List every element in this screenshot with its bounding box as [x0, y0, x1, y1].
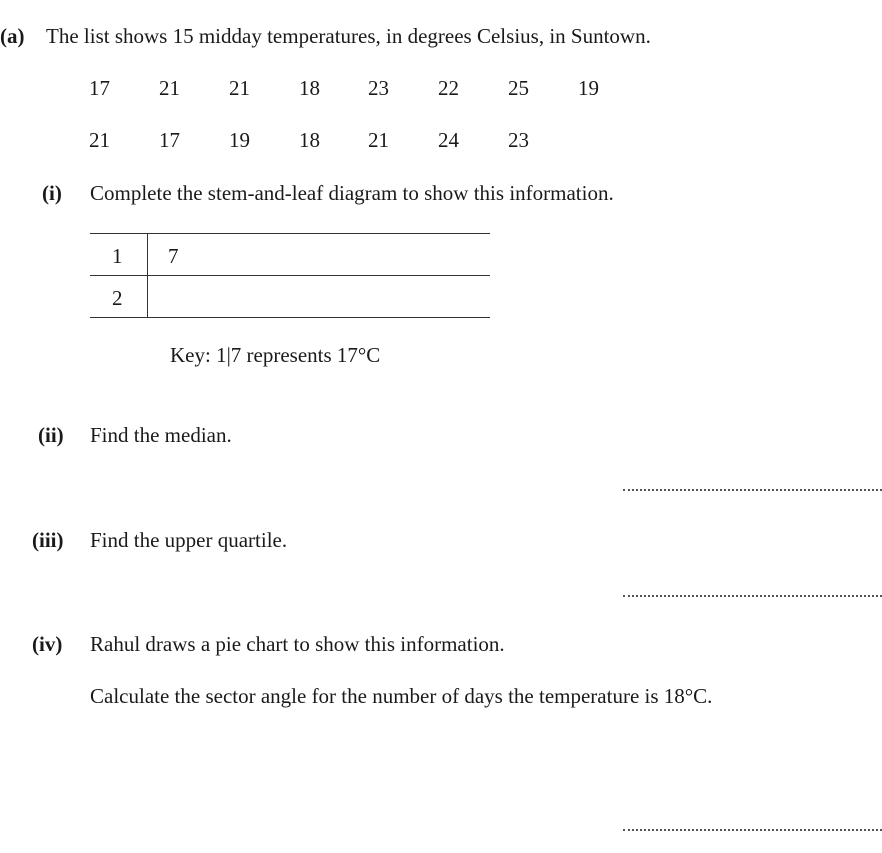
table-middle-rule	[90, 275, 490, 276]
question-iii-text: Find the upper quartile.	[90, 528, 288, 552]
stem-leaf-key: Key: 1|7 represents 17°C	[170, 343, 381, 367]
question-intro-text: The list shows 15 midday temperatures, in degrees Celsius, in Suntown.	[46, 24, 651, 48]
stem-cell: 1	[112, 244, 123, 268]
question-iv-text: Rahul draws a pie chart to show this information.	[90, 632, 505, 656]
question-iv-subtext: Calculate the sector angle for the number of days the temperature is 18°C.	[90, 684, 713, 708]
temperature-value: 21	[89, 128, 110, 152]
temperature-value: 17	[159, 128, 180, 152]
temperature-value: 23	[368, 76, 389, 100]
answer-line-median[interactable]	[623, 489, 882, 491]
temperature-value: 24	[438, 128, 459, 152]
table-bottom-rule	[90, 317, 490, 318]
question-i-text: Complete the stem-and-leaf diagram to show this information.	[90, 181, 614, 205]
question-label-iii: (iii)	[32, 528, 64, 552]
question-label-i: (i)	[42, 181, 62, 205]
temperature-value: 22	[438, 76, 459, 100]
question-ii-text: Find the median.	[90, 423, 232, 447]
temperature-value: 21	[229, 76, 250, 100]
temperature-value: 17	[89, 76, 110, 100]
table-top-rule	[90, 233, 490, 234]
temperature-value: 25	[508, 76, 529, 100]
stem-cell: 2	[112, 286, 123, 310]
temperature-value: 18	[299, 76, 320, 100]
answer-line-upper-quartile[interactable]	[623, 595, 882, 597]
temperature-value: 21	[368, 128, 389, 152]
temperature-value: 19	[578, 76, 599, 100]
question-label-ii: (ii)	[38, 423, 64, 447]
temperature-value: 23	[508, 128, 529, 152]
stem-divider	[147, 233, 148, 317]
question-label-a: (a)	[0, 24, 25, 48]
answer-line-sector-angle[interactable]	[623, 829, 882, 831]
leaf-cell: 7	[168, 244, 179, 268]
question-label-iv: (iv)	[32, 632, 63, 656]
temperature-value: 21	[159, 76, 180, 100]
temperature-value: 19	[229, 128, 250, 152]
temperature-value: 18	[299, 128, 320, 152]
